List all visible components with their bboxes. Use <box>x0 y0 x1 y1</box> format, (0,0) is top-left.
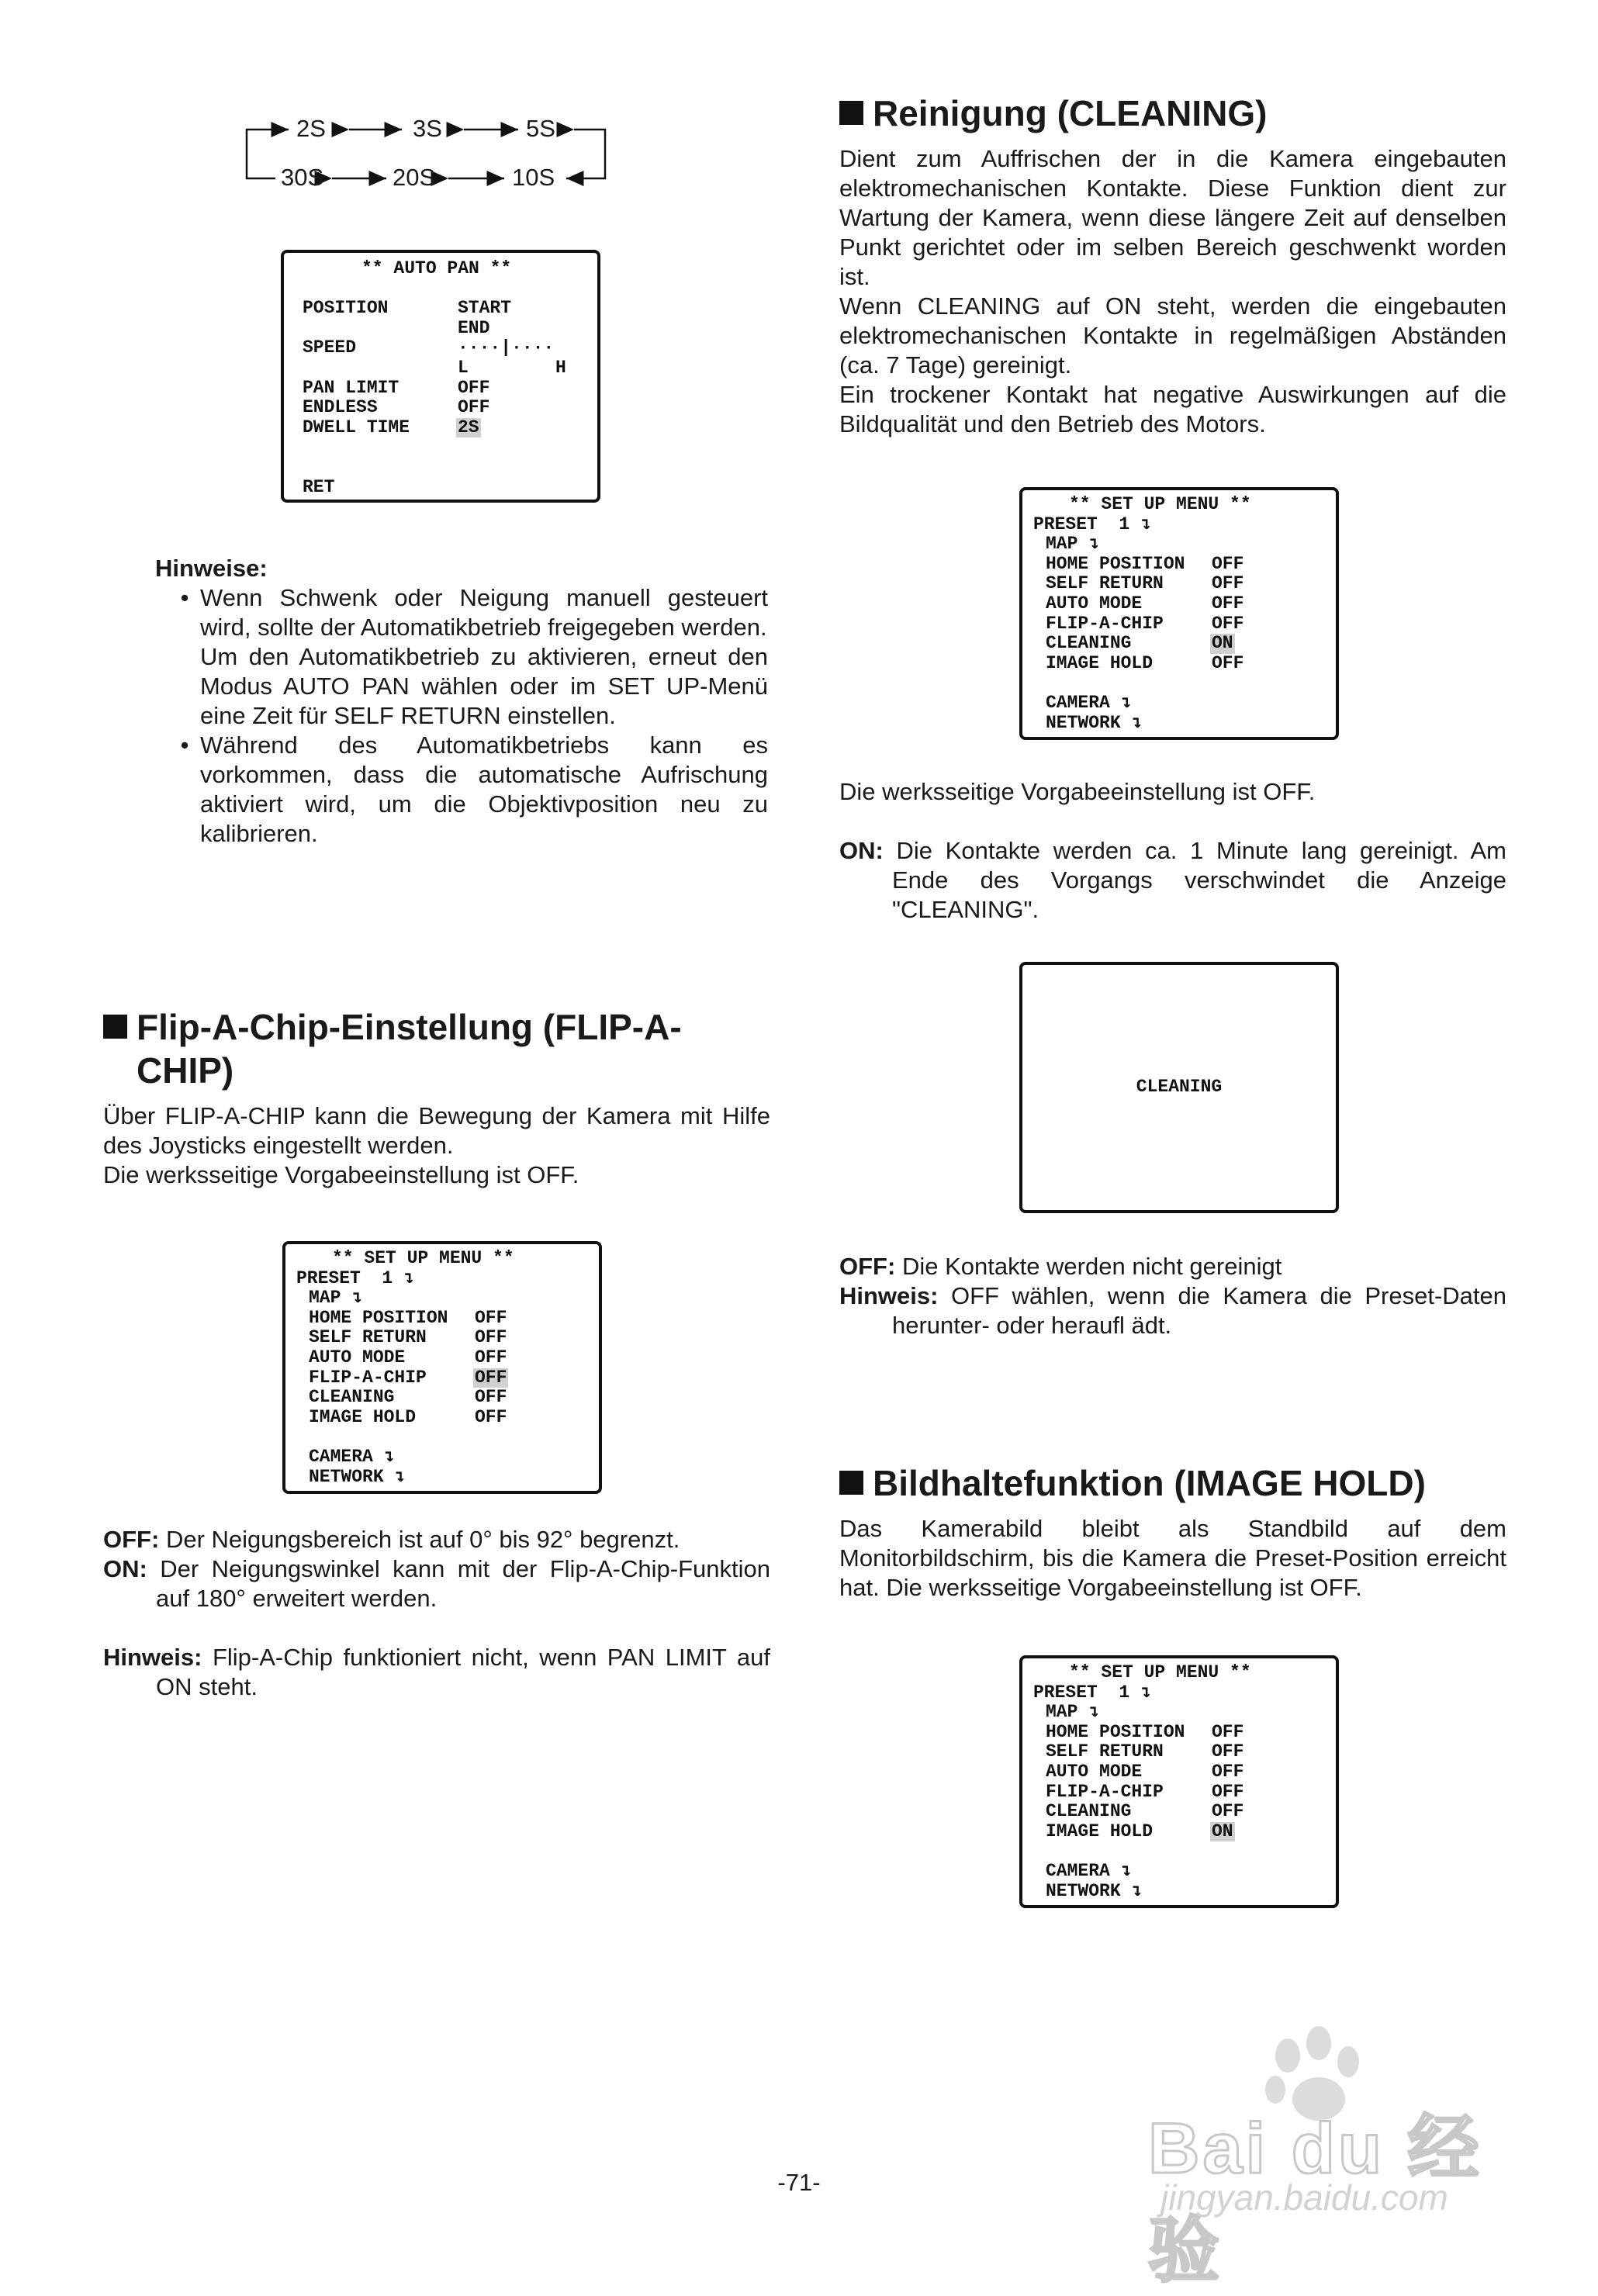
ret-item: RET <box>303 476 335 497</box>
page-number: -71- <box>777 2169 821 2196</box>
cleaning-heading: Reinigung (CLEANING) <box>839 92 1506 135</box>
self-return-label: SELF RETURN <box>1046 573 1164 594</box>
preset-item: PRESET 1 ↴ <box>1033 1682 1151 1703</box>
home-position-label: HOME POSITION <box>1046 553 1185 574</box>
cleaning-default: Die werksseitige Vorgabeeinstellung ist OFF. <box>839 778 1316 805</box>
auto-mode-value: OFF <box>1212 1761 1244 1782</box>
bullet-icon: • <box>180 731 189 759</box>
pan-limit-value: OFF <box>458 377 490 398</box>
image-hold-label: IMAGE HOLD <box>1046 1821 1154 1841</box>
map-item: MAP ↴ <box>309 1288 363 1309</box>
dwell-sequence-diagram <box>240 109 613 194</box>
self-return-label: SELF RETURN <box>309 1327 427 1348</box>
cleaning-off-option: OFF: Die Kontakte werden nicht gereinigt <box>839 1253 1282 1280</box>
hinweis-1-text-2: Um den Automatikbetrieb zu aktivieren, erneut den Modus AUTO PAN wählen oder im SET UP-Menü eine Zeit für SELF RETURN einstellen. <box>200 643 768 729</box>
seq-5s: 5S <box>526 115 555 142</box>
flip-a-chip-value: OFF <box>1212 1781 1244 1802</box>
cleaning-para-3: Ein trockener Kontakt hat negative Auswirkungen auf die Bildqualität und den Betrieb des Motors. <box>839 381 1506 437</box>
preset-item: PRESET 1 ↴ <box>296 1267 414 1288</box>
hinweise-title: Hinweise: <box>155 555 268 582</box>
auto-mode-label: AUTO MODE <box>1046 1761 1143 1782</box>
image-hold-para: Das Kamerabild bleibt als Standbild auf dem Monitorbildschirm, bis die Kamera die Preset-Position erreicht hat. Die werksseitige Vorgabeeinstellung ist OFF. <box>839 1515 1506 1601</box>
home-position-value: OFF <box>475 1307 507 1328</box>
flip-section <box>103 1005 770 1190</box>
flip-options <box>103 1525 770 1702</box>
cleaning-screen-text: CLEANING <box>1136 1077 1223 1098</box>
cleaning-screen <box>1019 962 1339 1213</box>
self-return-value: OFF <box>475 1327 507 1348</box>
cleaning-options <box>839 777 1506 925</box>
cleaning-value: ON <box>1212 633 1233 654</box>
flip-a-chip-label: FLIP-A-CHIP <box>1046 613 1164 634</box>
image-hold-label: IMAGE HOLD <box>309 1406 417 1427</box>
flip-intro: Über FLIP-A-CHIP kann die Bewegung der Kamera mit Hilfe des Joysticks eingestellt werden. <box>103 1102 770 1159</box>
cleaning-para-1: Dient zum Auffrischen der in die Kamera eingebauten elektromechanischen Kontakte. Diese Funktion dient zur Wartung der Kamera, wenn diese längere Zeit auf denselben Punkt gerichtet oder im selben Bereich geschwenkt worden ist. <box>839 145 1506 290</box>
cleaning-section <box>839 92 1506 439</box>
camera-item: CAMERA ↴ <box>1046 692 1132 713</box>
seq-3s: 3S <box>413 115 442 142</box>
seq-2s: 2S <box>296 115 326 142</box>
position-start: START <box>458 298 512 319</box>
cleaning-value: OFF <box>475 1387 507 1408</box>
watermark-brand: Bai du 经验 <box>1148 2109 1482 2291</box>
setup-menu-title: ** SET UP MENU ** <box>332 1248 514 1268</box>
home-position-label: HOME POSITION <box>1046 1721 1185 1742</box>
cleaning-label: CLEANING <box>1046 1801 1132 1822</box>
position-end: END <box>458 317 490 338</box>
speed-low: L <box>458 357 469 378</box>
cleaning-para-2: Wenn CLEANING auf ON steht, werden die eingebauten elektromechanischen Kontakte in regelmäßigen Abständen (ca. 7 Tage) gereinigt. <box>839 292 1506 379</box>
flip-on-option: ON: Der Neigungswinkel kann mit der Flip-A-Chip-Funktion auf 180° erweitert werden. <box>103 1555 770 1612</box>
self-return-label: SELF RETURN <box>1046 1741 1164 1762</box>
hinweise-bullet-1 <box>169 583 768 731</box>
home-position-value: OFF <box>1212 553 1244 574</box>
auto-mode-value: OFF <box>475 1347 507 1368</box>
flip-a-chip-value: OFF <box>475 1367 507 1388</box>
camera-item: CAMERA ↴ <box>1046 1860 1132 1881</box>
auto-pan-menu <box>281 250 600 503</box>
flip-note: Hinweis: Flip-A-Chip funktioniert nicht, wenn PAN LIMIT auf ON steht. <box>103 1644 770 1700</box>
dwell-time-value: 2S <box>458 417 479 437</box>
seq-10s: 10S <box>512 164 555 191</box>
image-hold-heading: Bildhaltefunktion (IMAGE HOLD) <box>839 1461 1506 1505</box>
image-hold-label: IMAGE HOLD <box>1046 652 1154 673</box>
map-item: MAP ↴ <box>1046 534 1100 555</box>
map-item: MAP ↴ <box>1046 1702 1100 1723</box>
flip-a-chip-value: OFF <box>1212 613 1244 634</box>
setup-menu-title: ** SET UP MENU ** <box>1069 494 1251 514</box>
auto-mode-value: OFF <box>1212 593 1244 614</box>
seq-20s: 20S <box>393 164 436 191</box>
endless-label: ENDLESS <box>303 397 378 418</box>
hinweise-bullet-2 <box>169 731 768 849</box>
seq-30s: 30S <box>281 164 324 191</box>
flip-off-option: OFF: Der Neigungsbereich ist auf 0° bis 92° begrenzt. <box>103 1526 680 1553</box>
camera-item: CAMERA ↴ <box>309 1446 395 1467</box>
cleaning-value: OFF <box>1212 1801 1244 1822</box>
bullet-icon: • <box>180 584 189 611</box>
dwell-time-label: DWELL TIME <box>303 417 410 437</box>
home-position-label: HOME POSITION <box>309 1307 448 1328</box>
speed-label: SPEED <box>303 337 357 358</box>
auto-mode-label: AUTO MODE <box>1046 593 1143 614</box>
menu-title: ** AUTO PAN ** <box>361 258 512 278</box>
setup-menu-image-hold <box>1019 1655 1339 1908</box>
self-return-value: OFF <box>1212 1741 1244 1762</box>
network-item: NETWORK ↴ <box>309 1466 406 1487</box>
cleaning-off-notes <box>839 1252 1506 1340</box>
self-return-value: OFF <box>1212 573 1244 594</box>
auto-mode-label: AUTO MODE <box>309 1347 406 1368</box>
hinweis-1-text: Wenn Schwenk oder Neigung manuell gesteuert wird, sollte der Automatikbetrieb freigegeben werden. <box>200 584 768 641</box>
image-hold-value: ON <box>1212 1821 1233 1841</box>
position-label: POSITION <box>303 298 389 319</box>
flip-heading: Flip-A-Chip-Einstellung (FLIP-A- CHIP) <box>103 1005 770 1092</box>
preset-item: PRESET 1 ↴ <box>1033 513 1151 534</box>
setup-menu-cleaning <box>1019 487 1339 740</box>
image-hold-section <box>839 1461 1506 1603</box>
flip-default: Die werksseitige Vorgabeeinstellung ist OFF. <box>103 1161 579 1188</box>
pan-limit-label: PAN LIMIT <box>303 377 400 398</box>
network-item: NETWORK ↴ <box>1046 712 1143 733</box>
watermark-url: jingyan.baidu.com <box>1160 2177 1448 2218</box>
hinweis-2-text: Während des Automatikbetriebs kann es vorkommen, dass die automatische Aufrischung aktiviert wird, um die Objektivposition neu zu kalibrieren. <box>200 731 768 847</box>
flip-a-chip-label: FLIP-A-CHIP <box>309 1367 427 1388</box>
cleaning-label: CLEANING <box>1046 633 1132 654</box>
endless-value: OFF <box>458 397 490 418</box>
square-bullet-icon <box>839 101 863 125</box>
image-hold-value: OFF <box>475 1406 507 1427</box>
square-bullet-icon <box>839 1471 863 1495</box>
network-item: NETWORK ↴ <box>1046 1880 1143 1901</box>
flip-a-chip-label: FLIP-A-CHIP <box>1046 1781 1164 1802</box>
setup-menu-flip <box>282 1241 602 1494</box>
baidu-watermark <box>1117 2025 1505 2291</box>
cleaning-note: Hinweis: OFF wählen, wenn die Kamera die Preset-Daten herunter- oder heraufl ädt. <box>839 1282 1506 1339</box>
home-position-value: OFF <box>1212 1721 1244 1742</box>
speed-high: H <box>555 357 566 378</box>
cleaning-label: CLEANING <box>309 1387 395 1408</box>
cleaning-on-option: ON: Die Kontakte werden ca. 1 Minute lang gereinigt. Am Ende des Vorgangs verschwindet die Anzeige "CLEANING". <box>839 837 1506 923</box>
speed-scale: ····|···· <box>458 337 555 358</box>
setup-menu-title: ** SET UP MENU ** <box>1069 1662 1251 1682</box>
square-bullet-icon <box>103 1015 127 1039</box>
image-hold-value: OFF <box>1212 652 1244 673</box>
hinweise-section <box>155 554 768 849</box>
